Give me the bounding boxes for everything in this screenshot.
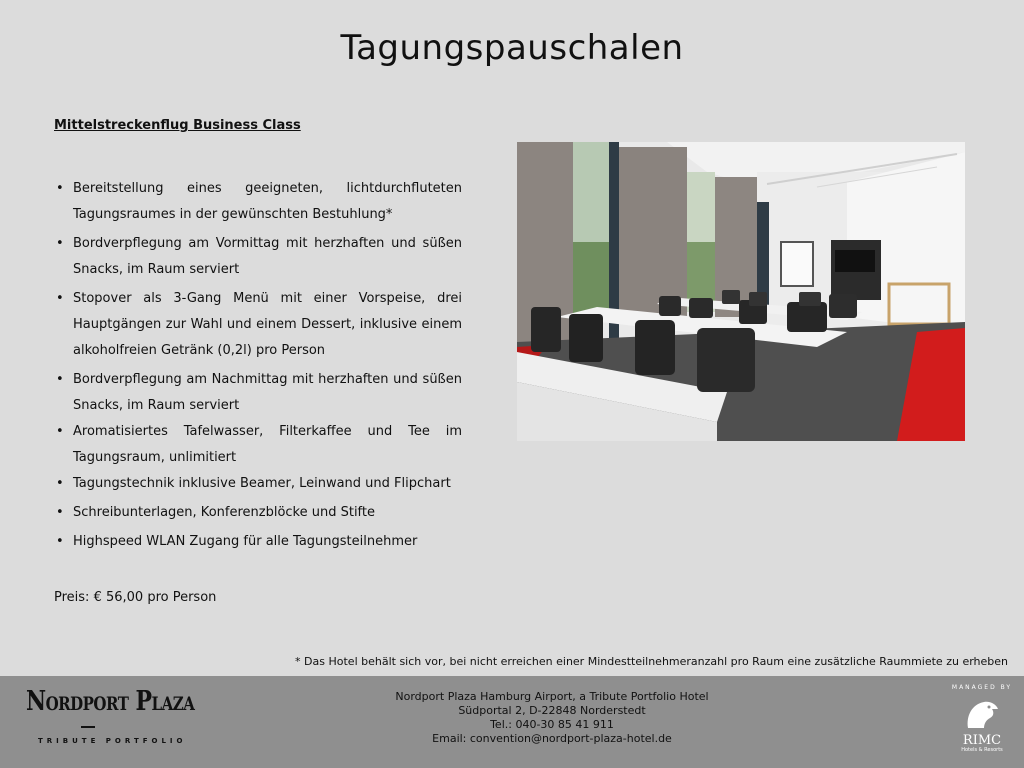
list-item: • Schreibunterlagen, Konferenzblöcke und Stifte	[54, 500, 462, 526]
page-title: Tagungspauschalen	[340, 28, 684, 68]
conference-room-photo	[517, 142, 965, 441]
list-item: • Bordverpflegung am Vormittag mit herzhaften und süßen Snacks, im Raum serviert	[54, 231, 462, 283]
list-item: • Bereitstellung eines geeigneten, lichtdurchfluteten Tagungsraumes in der gewünschten Bestuhlung*	[54, 176, 462, 228]
footnote: * Das Hotel behält sich vor, bei nicht erreichen einer Mindestteilnehmeranzahl pro Raum eine zusätzliche Raummiete zu erheben	[295, 655, 1008, 668]
contact-line: Tel.: 040-30 85 41 911	[490, 718, 614, 731]
contact-line: Nordport Plaza Hamburg Airport, a Tribute Portfolio Hotel	[395, 690, 709, 703]
contact-line: Email: convention@nordport-plaza-hotel.de	[432, 732, 672, 745]
rimc-logo	[950, 684, 1014, 764]
logo-tagline: TRIBUTE PORTFOLIO	[38, 737, 187, 745]
list-item: • Tagungstechnik inklusive Beamer, Leinwand und Flipchart	[54, 471, 462, 497]
managed-by-label: MANAGED BY	[951, 684, 1013, 691]
list-item: • Bordverpflegung am Nachmittag mit herzhaften und süßen Snacks, im Raum serviert	[54, 367, 462, 419]
footer	[0, 676, 1024, 768]
nordport-plaza-logo	[26, 684, 195, 762]
package-feature-list	[54, 176, 462, 558]
list-item: • Highspeed WLAN Zugang für alle Tagungsteilnehmer	[54, 529, 462, 555]
list-item: • Stopover als 3-Gang Menü mit einer Vorspeise, drei Hauptgängen zur Wahl und einem Dessert, inklusive einem alkoholfreien Getränk (0,2l) pro Person	[54, 286, 462, 364]
contact-block	[312, 690, 792, 746]
package-subtitle: Mittelstreckenflug Business Class	[54, 118, 301, 133]
list-item: • Aromatisiertes Tafelwasser, Filterkaffee und Tee im Tagungsraum, unlimitiert	[54, 419, 462, 471]
rimc-tagline: Hotels & Resorts	[961, 747, 1003, 753]
price-text: Preis: € 56,00 pro Person	[54, 590, 217, 605]
contact-line: Südportal 2, D-22848 Norderstedt	[458, 704, 646, 717]
eagle-head-icon	[962, 694, 1002, 732]
logo-divider	[81, 726, 95, 728]
rimc-wordmark: RIMC	[962, 733, 1002, 748]
logo-wordmark: Nordport Plaza	[26, 684, 195, 718]
